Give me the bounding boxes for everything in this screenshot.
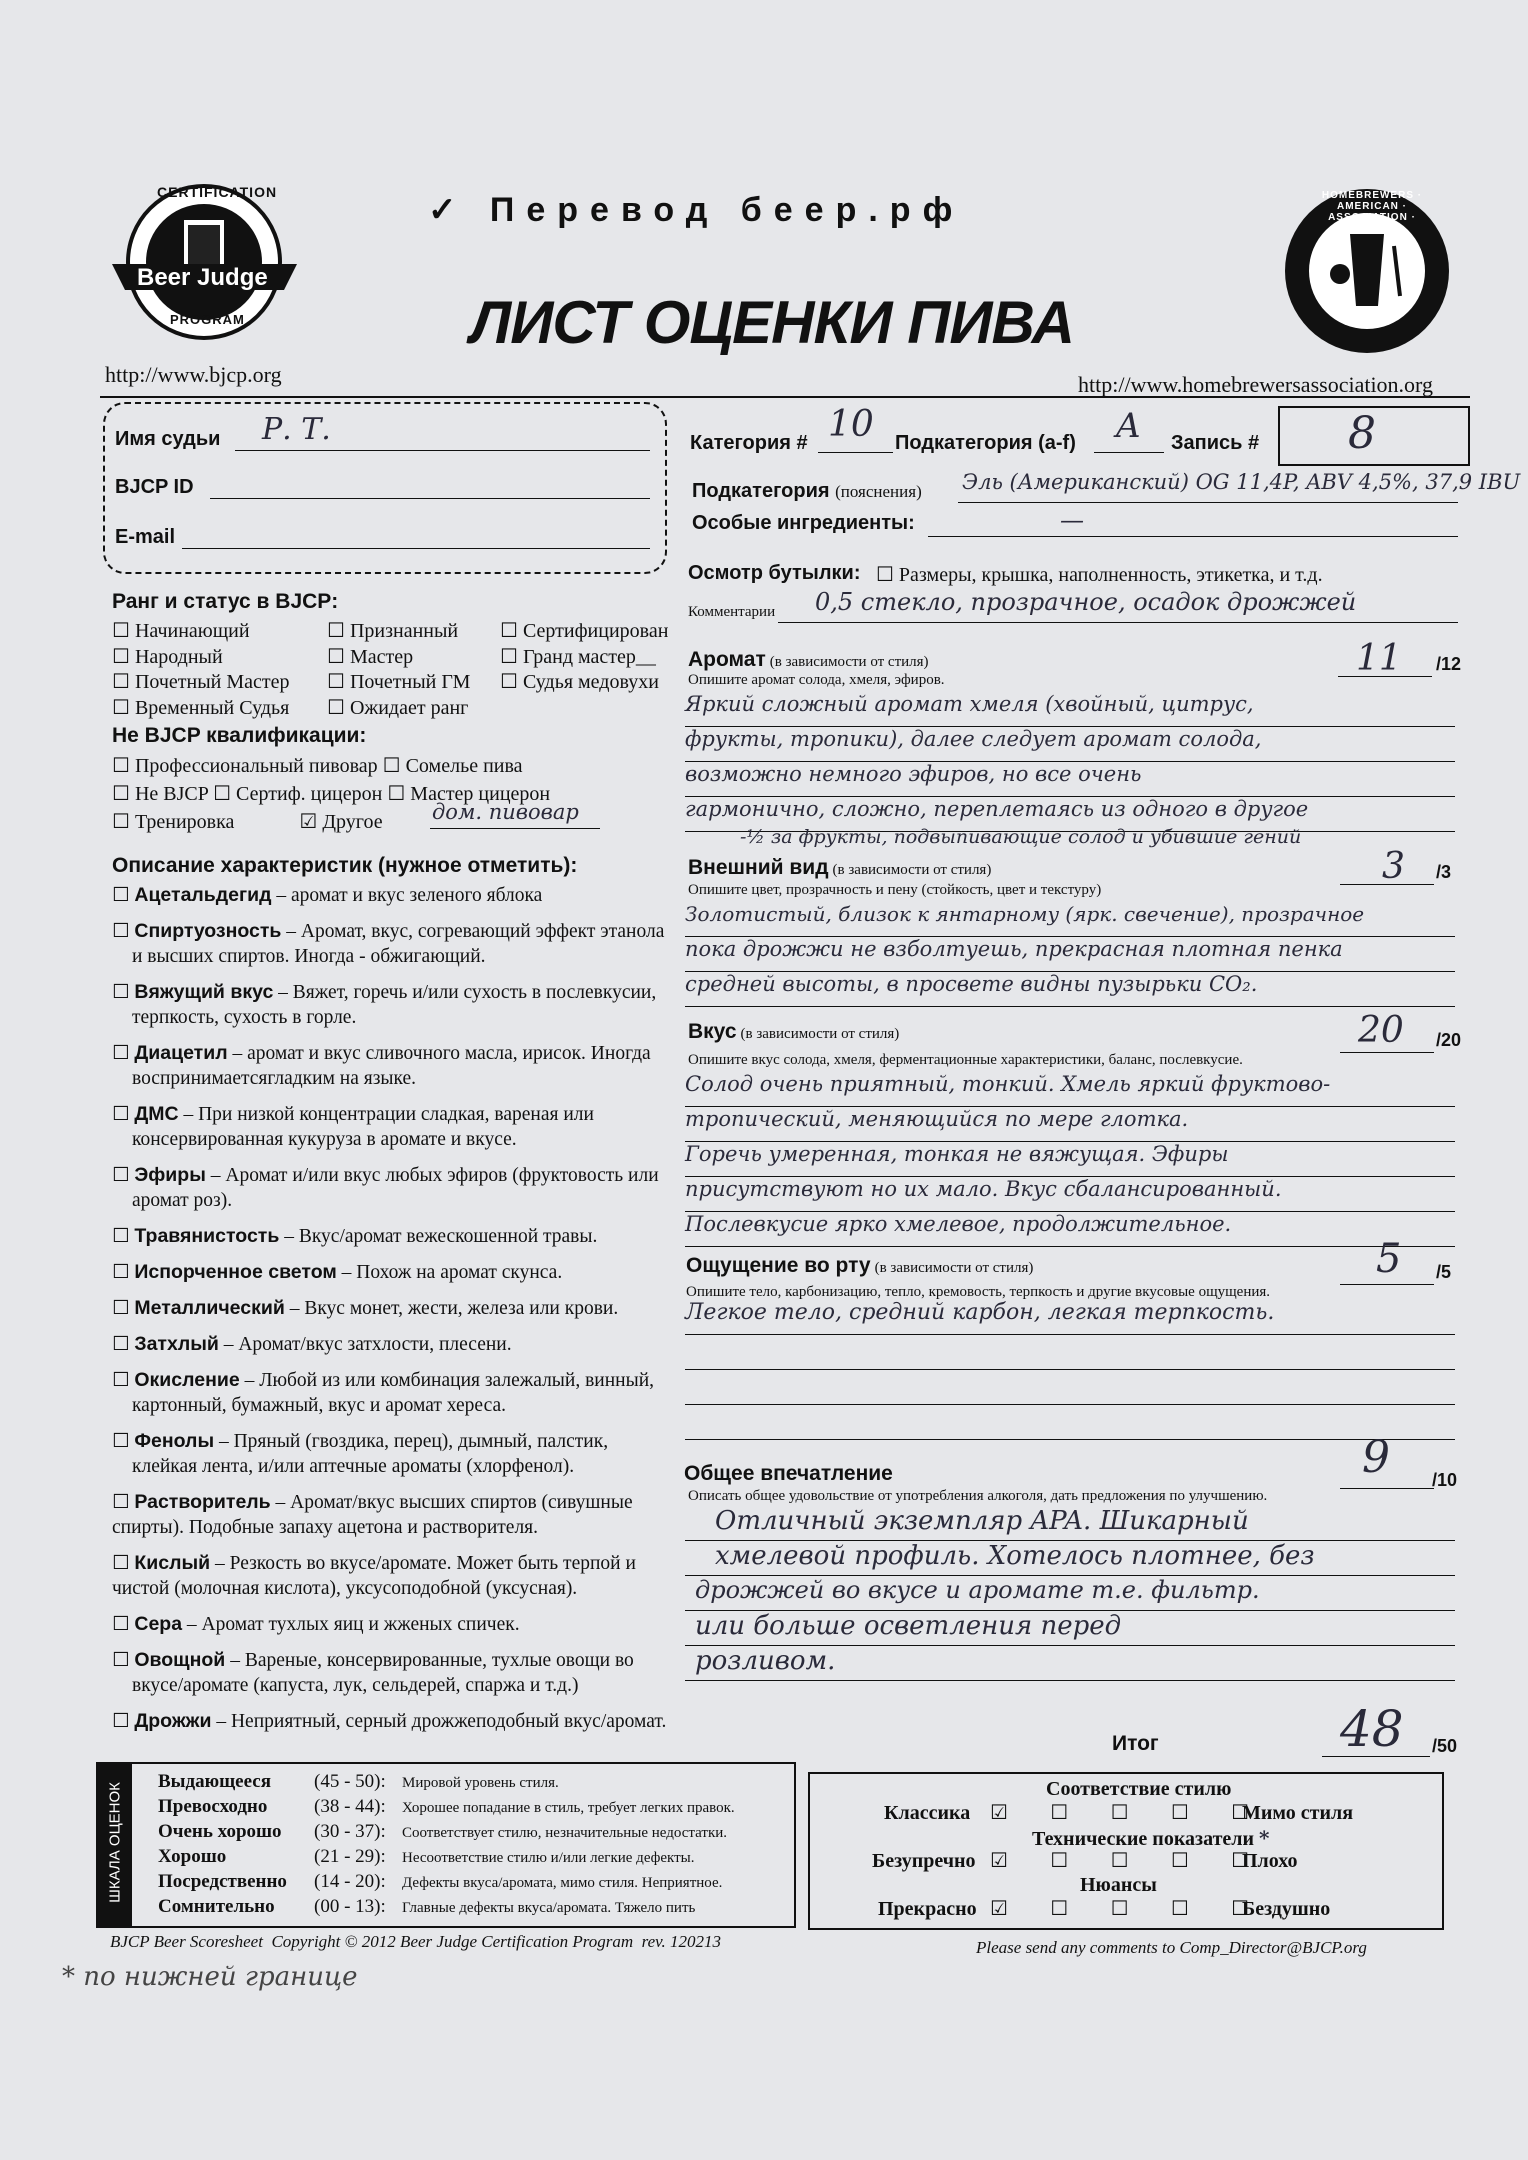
flavor-line: Горечь умеренная, тонкая не вяжущая. Эфиры — [685, 1142, 1455, 1177]
descriptor-light-struck[interactable]: ☐ Испорченное светом – Похож на аромат скунса. — [112, 1260, 563, 1283]
scale-row-range: (14 - 20): — [314, 1871, 386, 1892]
descriptor-alcoholic-text: – Аромат, вкус, согревающий эффект этанола и высших спиртов. Иногда - обжигающий. — [132, 921, 665, 967]
scale-row-good — [158, 1845, 735, 1870]
bjcp-id-label: BJCP ID — [115, 476, 194, 498]
entry-number-value: 8 — [1348, 408, 1376, 459]
descriptor-grassy[interactable]: ☐ Травянистость – Вкус/аромат вежескошенной травы. — [112, 1224, 598, 1247]
descriptor-acetaldehyde[interactable]: ☐ Ацетальдегид – аромат и вкус зеленого яблока — [112, 883, 543, 906]
descriptor-metallic[interactable]: ☐ Металлический – Вкус монет, жести, железа или крови. — [112, 1296, 619, 1319]
descriptor-metallic-text: – Вкус монет, жести, железа или крови. — [284, 1298, 619, 1319]
appearance-score: 3 — [1382, 846, 1405, 887]
other-field[interactable] — [430, 828, 600, 829]
scale-row-desc: Главные дефекты вкуса/аромата. Тяжело пить — [402, 1900, 696, 1916]
descriptor-light-struck-name: Испорченное светом — [134, 1261, 337, 1283]
footer-contact: Please send any comments to Comp_Director@BJCP.org — [976, 1938, 1367, 1957]
rank-national[interactable]: ☐ Народный — [112, 643, 223, 668]
descriptor-grassy-name: Травянистость — [134, 1225, 280, 1247]
mouthfeel-lines[interactable] — [685, 1300, 1455, 1440]
descriptor-sour-name: Кислый — [134, 1552, 211, 1574]
rank-beginner[interactable]: ☐ Начинающий — [112, 618, 250, 642]
special-ingredients-field[interactable] — [928, 536, 1458, 537]
subcategory-value: A — [1116, 406, 1141, 446]
special-ingredients-value: — — [1060, 506, 1084, 534]
rank-honorary-master-label: Почетный Мастер — [134, 671, 290, 693]
opt-other-label: Другое — [322, 811, 383, 833]
header-rule — [100, 396, 1470, 398]
appearance-line: средней высоты, в просвете видны пузырьки CO₂. — [685, 972, 1455, 1007]
rank-provisional-label: Временный Судья — [134, 696, 290, 719]
descriptor-sulfur-text: – Аромат тухлых яиц и жженых спичек. — [182, 1614, 520, 1635]
rank-national-label: Народный — [134, 645, 223, 668]
technical-merit-left: Безупречно — [872, 1850, 976, 1872]
descriptor-alcoholic-name: Спиртуозность — [134, 920, 282, 942]
rating-box — [808, 1772, 1444, 1930]
flavor-score-field[interactable] — [1340, 1052, 1434, 1053]
descriptor-sulfur-name: Сера — [134, 1613, 183, 1635]
scale-row-desc: Дефекты вкуса/аромата, мимо стиля. Неприятное. — [402, 1875, 723, 1891]
scoring-guide-side-label: ШКАЛА ОЦЕНОК — [106, 1782, 124, 1903]
scale-row-name: Превосходно — [158, 1796, 268, 1817]
overall-line: хмелевой профиль. Хотелось плотнее, без — [685, 1541, 1455, 1576]
descriptor-alcoholic[interactable]: ☐ Спиртуозность – Аромат, вкус, согревающий эффект этанола и высших спиртов. Иногда - обжигающий. — [112, 919, 665, 967]
flavor-line: тропический, меняющийся по мере глотка. — [685, 1107, 1455, 1142]
scale-row-desc: Соответствует стилю, незначительные недостатки. — [402, 1825, 728, 1841]
aroma-lines[interactable] — [685, 692, 1455, 832]
rank-col2 — [327, 618, 470, 720]
bottle-inspection-options[interactable]: ☐ Размеры, крышка, наполненность, этикетка, и т.д. — [876, 564, 1323, 586]
bjcp-id-field[interactable] — [210, 496, 650, 499]
technical-merit-title-text: Технические показатели — [1032, 1828, 1255, 1850]
opt-training-label: Тренировка — [134, 811, 235, 833]
descriptor-dms-text: – При низкой концентрации сладкая, вареная или консервированная кукуруза в аромате и вкусе. — [132, 1104, 594, 1150]
comments-field[interactable] — [778, 622, 1458, 623]
subcategory-label: Подкатегория (a-f) — [895, 432, 1076, 454]
appearance-line: Золотистый, близок к янтарному (ярк. свечение), прозрачное — [685, 902, 1455, 937]
appearance-line: пока дрожжи не взболтуешь, прекрасная плотная пенка — [685, 937, 1455, 972]
descriptor-musty[interactable]: ☐ Затхлый – Аромат/вкус затхлости, плесени. — [112, 1332, 512, 1355]
sub-note-hint: (пояснения) — [835, 482, 922, 501]
overall-line: дрожжей во вкусе и аромате т.е. фильтр. — [685, 1576, 1455, 1611]
scale-row-very-good — [158, 1820, 735, 1845]
aroma-instructions: Опишите аромат солода, хмеля, эфиров. — [688, 672, 945, 688]
rank-pending[interactable]: ☐ Ожидает ранг — [327, 694, 469, 719]
mouthfeel-instructions: Опишите тело, карбонизацию, тепло, кремовость, терпкость и другие вкусовые ощущения. — [686, 1284, 1271, 1300]
descriptor-solvent-name: Растворитель — [134, 1491, 271, 1513]
aroma-max: /12 — [1436, 654, 1462, 674]
rank-master[interactable]: ☐ Мастер — [327, 643, 414, 668]
descriptor-acetaldehyde-text: – аромат и вкус зеленого яблока — [271, 885, 543, 906]
mouthfeel-score-field[interactable] — [1340, 1284, 1434, 1285]
flavor-lines[interactable] — [685, 1072, 1455, 1247]
bjcp-logo-middle: Beer Judge — [137, 264, 268, 291]
flavor-line: Послевкусие ярко хмелевое, продолжительное. — [685, 1212, 1455, 1247]
bjcp-url[interactable]: http://www.bjcp.org — [105, 362, 282, 387]
aha-url[interactable]: http://www.homebrewersassociation.org — [1078, 372, 1433, 397]
descriptor-diacetyl[interactable]: ☐ Диацетил – аромат и вкус сливочного масла, ирисок. Иногда воспринимаетсягладким на языке. — [112, 1041, 651, 1089]
scale-row-fair — [158, 1870, 735, 1895]
technical-merit-checks[interactable]: ☑ ☐ ☐ ☐ ☐ — [990, 1848, 1250, 1872]
descriptor-oxidized-text: – Любой из или комбинация залежалый, винный, картонный, бумажный, вкус и аромат хереса. — [132, 1370, 655, 1416]
opt-cert-cicerone-label: Сертиф. цицерон — [236, 783, 383, 805]
rank-grand-master[interactable]: ☐ Гранд мастер__ — [500, 643, 656, 668]
flavor-title: Вкус — [688, 1020, 737, 1043]
mouthfeel-line-empty — [685, 1335, 1455, 1370]
sub-note-label — [692, 480, 922, 503]
opt-cert-cicerone[interactable]: ☐ Сертиф. цицерон — [213, 781, 383, 805]
scoring-guide-rows — [158, 1770, 735, 1920]
descriptor-solvent-text: – Аромат/вкус высших спиртов (сивушные спирты). Подобные запаху ацетона и растворителя. — [112, 1492, 633, 1538]
descriptor-estery[interactable]: ☐ Эфиры – Аромат и/или вкус любых эфиров (фруктовость или аромат роз). — [112, 1163, 659, 1211]
rank-provisional[interactable]: ☐ Временный Судья — [112, 694, 290, 719]
descriptor-sour[interactable]: ☐ Кислый – Резкость во вкусе/аромате. Может быть терпой и чистой (молочная кислота), уксусоподобной (уксусная). — [112, 1551, 636, 1599]
descriptor-grassy-text: – Вкус/аромат вежескошенной травы. — [279, 1226, 598, 1247]
footnote: * по нижней границе — [62, 1962, 358, 1992]
rank-honorary-gm-label: Почетный ГМ — [349, 671, 471, 693]
overall-line: Отличный экземпляр APA. Шикарный — [685, 1506, 1455, 1541]
bjcp-logo-bottom: PROGRAM — [170, 312, 245, 327]
flavor-heading — [688, 1020, 899, 1044]
stylistic-accuracy-right: Мимо стиля — [1242, 1802, 1354, 1824]
special-ingredients-label: Особые ингредиенты: — [692, 512, 915, 534]
overall-max: /10 — [1432, 1470, 1458, 1490]
intangibles-right: Бездушно — [1242, 1898, 1331, 1920]
scale-row-name: Очень хорошо — [158, 1821, 282, 1842]
descriptor-phenolic-name: Фенолы — [134, 1430, 215, 1452]
judge-name-label: Имя судьи — [115, 428, 221, 450]
opt-beer-sommelier[interactable]: ☐ Сомелье пива — [382, 753, 523, 777]
flavor-line: Солод очень приятный, тонкий. Хмель яркий фруктово- — [685, 1072, 1455, 1107]
descriptor-oxidized[interactable]: ☐ Окисление – Любой из или комбинация залежалый, винный, картонный, бумажный, вкус и аромат хереса. — [112, 1368, 655, 1416]
mouthfeel-max: /5 — [1436, 1262, 1452, 1282]
descriptor-vegetal-name: Овощной — [134, 1649, 226, 1671]
scale-row-range: (45 - 50): — [314, 1771, 386, 1792]
descriptor-phenolic-text: – Пряный (гвоздика, перец), дымный, палстик, клейкая лента, и/или аптечные ароматы (хлорфенол). — [132, 1431, 609, 1477]
descriptor-oxidized-name: Окисление — [134, 1369, 240, 1391]
flavor-max: /20 — [1436, 1030, 1462, 1050]
scale-row-name: Посредственно — [158, 1871, 287, 1892]
intangibles-checks[interactable]: ☑ ☐ ☐ ☐ ☐ — [990, 1896, 1250, 1920]
mouthfeel-title: Ощущение во рту — [686, 1254, 871, 1277]
descriptor-diacetyl-text: – аромат и вкус сливочного масла, ирисок. Иногда воспринимаетсягладким на языке. — [132, 1043, 651, 1089]
comments-value: 0,5 стекло, прозрачное, осадок дрожжей — [815, 588, 1357, 616]
rank-certified-label: Сертифицирован — [522, 620, 669, 642]
opt-pro-brewer-label: Профессиональный пивовар — [134, 755, 378, 777]
rank-mead-judge[interactable]: ☐ Судья медовухи — [500, 669, 659, 693]
appearance-hint: (в зависимости от стиля) — [832, 862, 992, 878]
rank-title: Ранг и статус в BJCP: — [112, 590, 339, 613]
stylistic-accuracy-checks[interactable]: ☑ ☐ ☐ ☐ ☐ — [990, 1800, 1250, 1824]
overall-score-field[interactable] — [1340, 1488, 1434, 1489]
rank-beginner-label: Начинающий — [134, 620, 250, 642]
entry-number-label: Запись # — [1171, 432, 1260, 454]
appearance-heading — [688, 856, 991, 880]
mouthfeel-line-empty — [685, 1405, 1455, 1440]
scale-row-range: (21 - 29): — [314, 1846, 386, 1867]
rank-mead-judge-label: Судья медовухи — [522, 671, 659, 693]
descriptor-yeasty-name: Дрожжи — [134, 1710, 212, 1732]
total-score: 48 — [1340, 1700, 1404, 1758]
page-title: ЛИСТ ОЦЕНКИ ПИВА — [470, 289, 1074, 356]
appearance-max: /3 — [1436, 862, 1452, 882]
bottle-inspection-label: Осмотр бутылки: — [688, 562, 861, 584]
descriptor-musty-name: Затхлый — [134, 1333, 219, 1355]
aha-logo-ring: HOMEBREWERS · AMERICAN · ASSOCIATION · — [1321, 190, 1423, 223]
scale-row-name: Выдающееся — [158, 1771, 271, 1792]
sub-note-label-text: Подкатегория — [692, 480, 830, 502]
mouthfeel-line: Легкое тело, средний карбон, легкая терпкость. — [685, 1300, 1455, 1335]
opt-non-bjcp-label: Не BJCP — [134, 783, 209, 805]
appearance-instructions: Опишите цвет, прозрачность и пену (стойкость, цвет и текстуру) — [688, 882, 1102, 898]
scale-row-excellent — [158, 1795, 735, 1820]
rank-col3 — [500, 618, 668, 695]
scoring-guide — [96, 1762, 796, 1928]
scale-row-name: Хорошо — [158, 1846, 227, 1867]
descriptor-yeasty[interactable]: ☐ Дрожжи – Неприятный, серный дрожжеподобный вкус/аромат. — [112, 1709, 667, 1732]
sub-note-field[interactable] — [958, 502, 1458, 503]
rank-grand-master-label: Гранд мастер__ — [522, 645, 656, 668]
overall-line: розливом. — [685, 1646, 1455, 1681]
descriptor-list — [112, 882, 672, 1734]
bjcp-logo — [112, 172, 297, 347]
overall-score: 9 — [1362, 1432, 1390, 1483]
descriptor-estery-name: Эфиры — [134, 1164, 206, 1186]
intangibles-title: Нюансы — [1080, 1874, 1157, 1896]
rank-recognized[interactable]: ☐ Признанный — [327, 618, 459, 642]
mouthfeel-heading — [686, 1254, 1033, 1278]
rank-honorary-gm[interactable]: ☐ Почетный ГМ — [327, 669, 471, 693]
technical-merit-mark: * — [1259, 1826, 1270, 1850]
category-label: Категория # — [690, 432, 808, 454]
rank-certified[interactable]: ☐ Сертифицирован — [500, 618, 669, 642]
email-label: E-mail — [115, 526, 176, 548]
rank-honorary-master[interactable]: ☐ Почетный Мастер — [112, 669, 290, 693]
descriptor-musty-text: – Аромат/вкус затхлости, плесени. — [218, 1334, 512, 1355]
opt-non-bjcp[interactable]: ☐ Не BJCP — [112, 781, 209, 805]
opt-training[interactable]: ☐ Тренировка — [112, 809, 235, 833]
scale-row-outstanding — [158, 1770, 735, 1795]
descriptor-solvent[interactable]: ☐ Растворитель – Аромат/вкус высших спиртов (сивушные спирты). Подобные запаху ацетона и растворителя. — [112, 1490, 633, 1538]
descriptor-astringent-text: – Вяжет, горечь и/или сухость в послевкусии, терпкость, сухость в горле. — [132, 982, 657, 1028]
category-value: 10 — [828, 404, 874, 445]
scale-row-name: Сомнительно — [158, 1896, 275, 1917]
stylistic-accuracy-left: Классика — [884, 1802, 971, 1824]
aroma-heading — [688, 648, 929, 672]
scale-row-desc: Мировой уровень стиля. — [402, 1775, 559, 1791]
descriptor-light-struck-text: – Похож на аромат скунса. — [336, 1262, 563, 1283]
scale-row-range: (00 - 13): — [314, 1896, 386, 1917]
opt-other[interactable]: ☑ Другое — [299, 809, 383, 833]
aroma-title: Аромат — [688, 648, 766, 671]
aroma-margin-note: -½ за фрукты, подвыпивающие солод и убившие гений — [740, 826, 1302, 848]
descriptor-metallic-name: Металлический — [134, 1297, 285, 1319]
stylistic-accuracy-title: Соответствие стилю — [1046, 1778, 1232, 1800]
descriptor-dms-name: ДМС — [134, 1103, 179, 1125]
footer-copyright: BJCP Beer Scoresheet Copyright © 2012 Beer Judge Certification Program rev. 120213 — [110, 1932, 721, 1951]
comments-label: Комментарии — [688, 604, 776, 620]
aroma-line: возможно немного эфиров, но все очень — [685, 762, 1455, 797]
descriptor-phenolic[interactable]: ☐ Фенолы – Пряный (гвоздика, перец), дымный, палстик, клейкая лента, и/или аптечные ароматы (хлорфенол). — [112, 1429, 609, 1477]
scale-row-desc: Несоответствие стилю и/или легкие дефекты. — [402, 1850, 695, 1866]
non-bjcp-title: Не BJCP квалификации: — [112, 724, 367, 747]
aroma-score: 11 — [1356, 638, 1402, 679]
total-label: Итог — [1112, 1732, 1159, 1755]
intangibles-left: Прекрасно — [878, 1898, 977, 1920]
scale-row-problematic — [158, 1895, 735, 1920]
sub-note-value: Эль (Американский) OG 11,4P, ABV 4,5%, 37,9 IBU — [962, 470, 1521, 494]
translation-banner: ✓ Перевод беер.рф — [428, 191, 965, 229]
appearance-lines[interactable] — [685, 902, 1455, 1007]
overall-lines[interactable] — [685, 1506, 1455, 1681]
overall-title: Общее впечатление — [684, 1462, 893, 1485]
descriptor-vegetal[interactable]: ☐ Овощной – Вареные, консервированные, тухлые овощи во вкусе/аромате (капуста, лук, сельдерей, спаржа и т.д.) — [112, 1648, 634, 1696]
judge-name-field[interactable] — [235, 448, 650, 451]
overall-instructions: Описать общее удовольствие от употребления алкоголя, дать предложения по улучшению. — [688, 1488, 1268, 1504]
scale-row-range: (38 - 44): — [314, 1796, 386, 1817]
aroma-line: гармонично, сложно, переплетаясь из одного в другое — [685, 797, 1455, 832]
rank-pending-label: Ожидает ранг — [349, 696, 469, 719]
descriptor-acetaldehyde-name: Ацетальдегид — [134, 884, 272, 906]
other-value: дом. пивовар — [432, 800, 579, 824]
opt-master-cicerone[interactable]: ☐ Мастер цицерон — [387, 781, 551, 805]
opt-beer-sommelier-label: Сомелье пива — [405, 755, 523, 777]
descriptor-sulfur[interactable]: ☐ Сера – Аромат тухлых яиц и жженых спичек. — [112, 1612, 520, 1635]
total-max: /50 — [1432, 1736, 1458, 1756]
descriptors-title: Описание характеристик (нужное отметить): — [112, 854, 578, 877]
rank-col1 — [112, 618, 290, 720]
bjcp-logo-top: CERTIFICATION — [157, 184, 278, 200]
descriptor-dms[interactable]: ☐ ДМС – При низкой концентрации сладкая, вареная или консервированная кукуруза в аромате и вкусе. — [112, 1102, 594, 1150]
descriptor-astringent[interactable]: ☐ Вяжущий вкус – Вяжет, горечь и/или сухость в послевкусии, терпкость, сухость в горле. — [112, 980, 657, 1028]
aroma-line: фрукты, тропики), далее следует аромат солода, — [685, 727, 1455, 762]
category-field[interactable] — [818, 452, 893, 453]
descriptor-diacetyl-name: Диацетил — [134, 1042, 228, 1064]
descriptor-astringent-name: Вяжущий вкус — [134, 981, 274, 1003]
aroma-hint: (в зависимости от стиля) — [769, 654, 929, 670]
judge-name-value: Р. Т. — [262, 412, 331, 447]
mouthfeel-score: 5 — [1376, 1236, 1402, 1282]
aroma-line: Яркий сложный аромат хмеля (хвойный, цитрус, — [685, 692, 1455, 727]
technical-merit-right: Плохо — [1242, 1850, 1298, 1872]
descriptor-yeasty-text: – Неприятный, серный дрожжеподобный вкус/аромат. — [211, 1711, 667, 1732]
flavor-line: присутствуют но их мало. Вкус сбалансированный. — [685, 1177, 1455, 1212]
rank-recognized-label: Признанный — [349, 620, 459, 642]
appearance-title: Внешний вид — [688, 856, 829, 879]
descriptor-vegetal-text: – Вареные, консервированные, тухлые овощи во вкусе/аромате (капуста, лук, сельдерей, спаржа и т.д.) — [132, 1650, 634, 1696]
email-field[interactable] — [182, 546, 650, 549]
flavor-instructions: Опишите вкус солода, хмеля, ферментационные характеристики, баланс, послевкусие. — [688, 1052, 1243, 1068]
overall-line: или больше осветления перед — [685, 1611, 1455, 1646]
aha-logo — [1282, 186, 1452, 356]
mouthfeel-hint: (в зависимости от стиля) — [874, 1260, 1034, 1276]
rank-master-label: Мастер — [349, 645, 414, 668]
mouthfeel-line-empty — [685, 1370, 1455, 1405]
scale-row-desc: Хорошее попадание в стиль, требует легких правок. — [402, 1800, 735, 1816]
descriptor-estery-text: – Аромат и/или вкус любых эфиров (фруктовость или аромат роз). — [132, 1165, 659, 1211]
flavor-hint: (в зависимости от стиля) — [740, 1026, 900, 1042]
opt-pro-brewer[interactable]: ☐ Профессиональный пивовар — [112, 753, 378, 777]
opt-master-cicerone-label: Мастер цицерон — [410, 783, 551, 805]
subcategory-field[interactable] — [1094, 452, 1164, 453]
scale-row-range: (30 - 37): — [314, 1821, 386, 1842]
descriptor-sour-text: – Резкость во вкусе/аромате. Может быть терпой и чистой (молочная кислота), уксусоподобной (уксусная). — [112, 1553, 636, 1599]
flavor-score: 20 — [1358, 1010, 1404, 1051]
